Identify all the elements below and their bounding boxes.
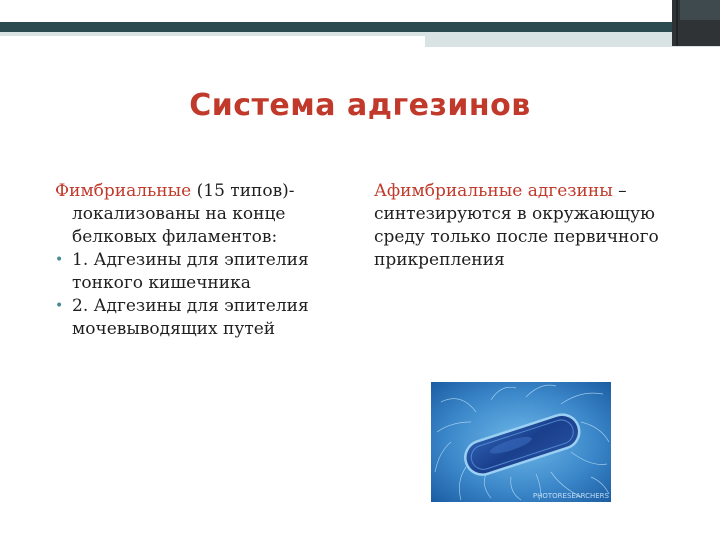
left-lead-continuation-1: локализованы на конце: [72, 204, 286, 224]
bullet-item-1: [55, 249, 340, 295]
header-band-dark: [0, 22, 720, 32]
bullet-1-line2: тонкого кишечника: [72, 273, 251, 293]
right-column: [374, 180, 679, 272]
right-lead: [374, 180, 679, 203]
bullet-dot-icon: •: [55, 252, 64, 268]
bullet-1-line1: 1. Адгезины для эпителия: [72, 250, 309, 270]
top-band: [0, 0, 720, 24]
left-lead-colored: Фимбриальные: [55, 181, 192, 201]
right-line-4: прикрепления: [374, 250, 505, 270]
right-line-3: среду только после первичного: [374, 227, 659, 247]
corner-block-inner: [680, 0, 720, 20]
bacterium-image: [431, 382, 611, 502]
left-lead-rest: (15 типов)-: [191, 181, 295, 201]
watermark: PHOTORESEARCHERS: [532, 492, 609, 500]
right-line-2: синтезируются в окружающую: [374, 204, 655, 224]
bullet-dot-icon: •: [55, 298, 64, 314]
left-column: [55, 180, 340, 341]
right-lead-rest: –: [612, 181, 627, 201]
bullet-2-line1: 2. Адгезины для эпителия: [72, 296, 309, 316]
bacterium-illustration: [431, 382, 611, 502]
slide-title: Система адгезинов: [189, 88, 531, 123]
corner-divider: [676, 0, 678, 46]
header-band-light-left: [0, 32, 425, 36]
right-lead-colored: Афимбриальные адгезины: [374, 181, 613, 201]
bullet-item-2: [55, 295, 340, 341]
left-lead-continuation-2: белковых филаментов:: [72, 227, 278, 247]
left-lead: [55, 180, 340, 203]
bullet-2-line2: мочевыводящих путей: [72, 319, 276, 339]
